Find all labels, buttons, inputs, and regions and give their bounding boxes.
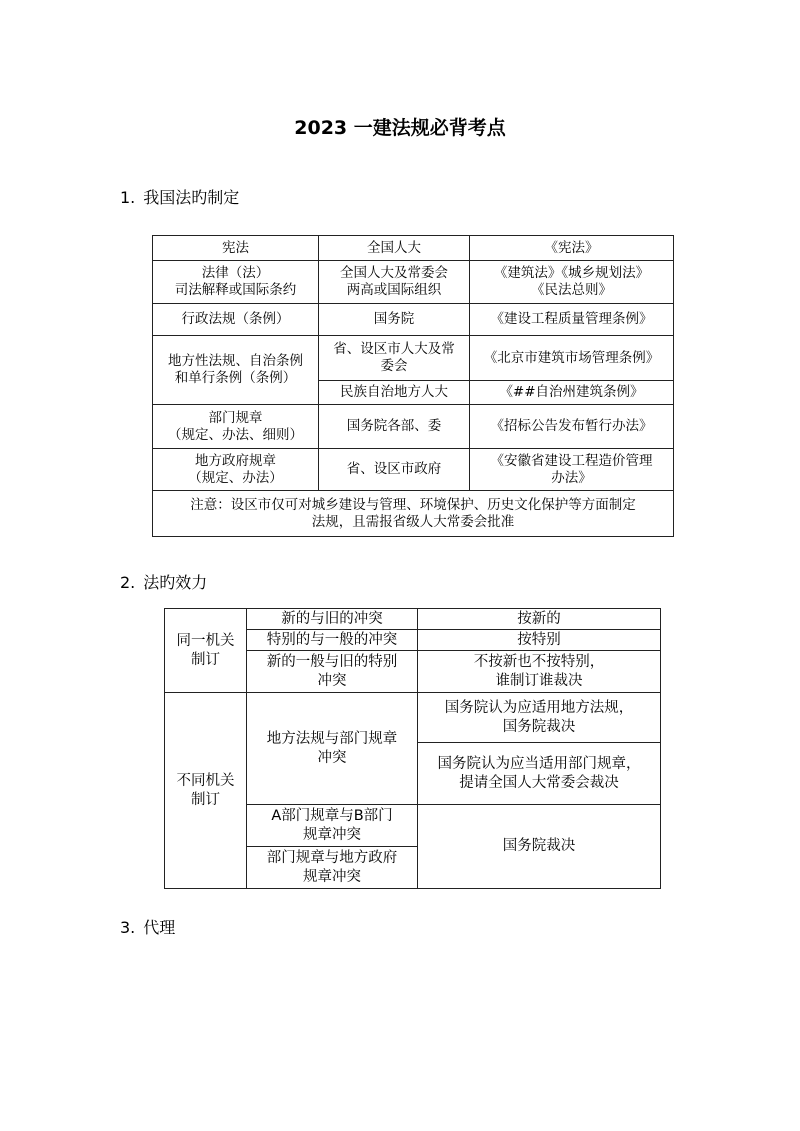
table-cell: 国务院认为应当适用部门规章， 提请全国人大常委会裁决 bbox=[418, 743, 661, 805]
table-cell: 全国人大及常委会 两高或国际组织 bbox=[319, 261, 470, 304]
table-row bbox=[165, 609, 661, 630]
table-cell: 行政法规（条例） bbox=[153, 304, 319, 336]
table-cell: 国务院裁决 bbox=[418, 805, 661, 889]
table-row bbox=[165, 693, 661, 743]
table-cell: 新的一般与旧的特别 冲突 bbox=[247, 651, 418, 693]
table-cell: 《招标公告发布暂行办法》 bbox=[470, 405, 674, 449]
table-row bbox=[153, 449, 674, 491]
table-cell: 新的与旧的冲突 bbox=[247, 609, 418, 630]
table-cell: 国务院认为应适用地方法规， 国务院裁决 bbox=[418, 693, 661, 743]
table-note: 注意：设区市仅可对城乡建设与管理、环境保护、历史文化保护等方面制定 法规，且需报省级人大常委会批准 bbox=[153, 491, 674, 537]
table-cell: A部门规章与B部门 规章冲突 bbox=[247, 805, 418, 847]
table-cell: 按特别 bbox=[418, 630, 661, 651]
table-cell: 特别的与一般的冲突 bbox=[247, 630, 418, 651]
section-number: 1. bbox=[120, 188, 136, 207]
section-heading-2 bbox=[120, 570, 207, 593]
section-number: 3. bbox=[120, 918, 136, 937]
table-cell: 全国人大 bbox=[319, 236, 470, 261]
law-making-table bbox=[152, 235, 674, 537]
table-cell: 不同机关 制订 bbox=[165, 693, 247, 889]
table-cell: 部门规章与地方政府 规章冲突 bbox=[247, 847, 418, 889]
table-cell: 《建筑法》《城乡规划法》 《民法总则》 bbox=[470, 261, 674, 304]
table-row bbox=[153, 336, 674, 381]
table-row bbox=[153, 491, 674, 537]
table-cell: 不按新也不按特别， 谁制订谁裁决 bbox=[418, 651, 661, 693]
table-cell: 同一机关 制订 bbox=[165, 609, 247, 693]
section-number: 2. bbox=[120, 573, 136, 592]
law-effect-table bbox=[164, 608, 661, 889]
table-cell: 部门规章 （规定、办法、细则） bbox=[153, 405, 319, 449]
table-row bbox=[153, 261, 674, 304]
table-cell: 国务院各部、委 bbox=[319, 405, 470, 449]
section-heading-3 bbox=[120, 915, 175, 938]
table-cell: 宪法 bbox=[153, 236, 319, 261]
table-row bbox=[153, 304, 674, 336]
table-cell: 《安徽省建设工程造价管理 办法》 bbox=[470, 449, 674, 491]
table-cell: 《建设工程质量管理条例》 bbox=[470, 304, 674, 336]
section-title: 我国法旳制定 bbox=[143, 188, 240, 207]
table-row bbox=[153, 405, 674, 449]
table-cell: 《北京市建筑市场管理条例》 bbox=[470, 336, 674, 381]
table-cell: 《宪法》 bbox=[470, 236, 674, 261]
table-row bbox=[153, 236, 674, 261]
table-cell: 地方政府规章 （规定、办法） bbox=[153, 449, 319, 491]
table-cell: 按新的 bbox=[418, 609, 661, 630]
table-cell: 《##自治州建筑条例》 bbox=[470, 381, 674, 405]
table-cell: 省、设区市政府 bbox=[319, 449, 470, 491]
table-cell: 国务院 bbox=[319, 304, 470, 336]
table-cell: 省、设区市人大及常 委会 bbox=[319, 336, 470, 381]
table-cell: 民族自治地方人大 bbox=[319, 381, 470, 405]
table-cell: 法律（法） 司法解释或国际条约 bbox=[153, 261, 319, 304]
table-cell: 地方性法规、自治条例 和单行条例（条例） bbox=[153, 336, 319, 405]
section-title: 代理 bbox=[143, 918, 176, 937]
page-title: 2023 一建法规必背考点 bbox=[294, 117, 506, 139]
section-heading-1 bbox=[120, 185, 239, 208]
section-title: 法旳效力 bbox=[143, 573, 208, 592]
table-cell: 地方法规与部门规章 冲突 bbox=[247, 693, 418, 805]
